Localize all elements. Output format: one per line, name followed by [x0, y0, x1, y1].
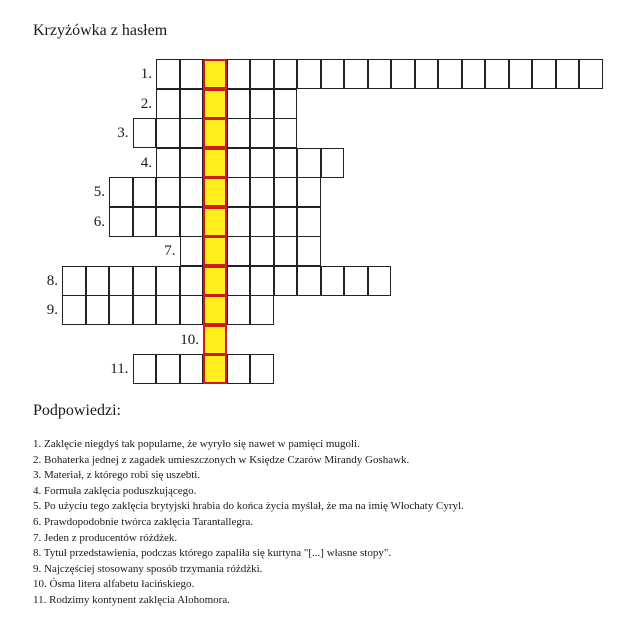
letter-cell[interactable]	[180, 295, 204, 325]
letter-cell[interactable]	[297, 207, 321, 237]
letter-cell[interactable]	[368, 59, 392, 89]
clue-number: 8.	[46, 272, 58, 289]
letter-cell[interactable]	[274, 89, 298, 119]
letter-cell[interactable]	[344, 59, 368, 89]
letter-cell[interactable]	[250, 236, 274, 266]
letter-cell[interactable]	[250, 354, 274, 384]
password-cell[interactable]	[203, 236, 227, 266]
letter-cell[interactable]	[579, 59, 603, 89]
password-cell[interactable]	[203, 148, 227, 178]
letter-cell[interactable]	[109, 177, 133, 207]
crossword-row-8	[0, 266, 628, 296]
clue-number: 10.	[180, 331, 199, 348]
letter-cell[interactable]	[297, 177, 321, 207]
letter-cell[interactable]	[250, 207, 274, 237]
hint-item: 4. Formuła zaklęcia poduszkującego.	[33, 484, 197, 497]
letter-cell[interactable]	[274, 266, 298, 296]
letter-cell[interactable]	[250, 295, 274, 325]
crossword-row-7	[0, 236, 628, 266]
letter-cell[interactable]	[274, 177, 298, 207]
clue-number: 11.	[110, 361, 129, 377]
crossword-row-5	[0, 177, 628, 207]
letter-cell[interactable]	[556, 59, 580, 89]
letter-cell[interactable]	[156, 207, 180, 237]
crossword-row-6	[0, 207, 628, 237]
hints-heading: Podpowiedzi:	[33, 402, 121, 419]
letter-cell[interactable]	[180, 89, 204, 119]
letter-cell[interactable]	[250, 118, 274, 148]
letter-cell[interactable]	[133, 295, 157, 325]
crossword-row-2	[0, 89, 628, 119]
clue-number: 9.	[46, 302, 58, 318]
crossword-row-9	[0, 295, 628, 325]
letter-cell[interactable]	[133, 177, 157, 207]
letter-cell[interactable]	[227, 236, 251, 266]
letter-cell[interactable]	[485, 59, 509, 89]
password-cell[interactable]	[203, 89, 227, 119]
letter-cell[interactable]	[227, 59, 251, 89]
password-cell[interactable]	[203, 295, 227, 325]
hint-item: 11. Rodzimy kontynent zaklęcia Alohomora.	[33, 593, 230, 606]
hint-item: 1. Zaklęcie niegdyś tak popularne, że wyryło się nawet w pamięci mugoli.	[33, 438, 360, 450]
letter-cell[interactable]	[180, 236, 204, 266]
letter-cell[interactable]	[274, 148, 298, 178]
clue-number: 2.	[140, 95, 152, 112]
letter-cell[interactable]	[227, 89, 251, 119]
letter-cell[interactable]	[156, 177, 180, 207]
letter-cell[interactable]	[156, 89, 180, 119]
letter-cell[interactable]	[180, 207, 204, 237]
crossword-title: Krzyżówka z hasłem	[33, 22, 168, 39]
letter-cell[interactable]	[227, 148, 251, 178]
hint-item: 9. Najczęściej stosowany sposób trzymania różdżki.	[33, 562, 263, 575]
letter-cell[interactable]	[109, 266, 133, 296]
letter-cell[interactable]	[321, 59, 345, 89]
letter-cell[interactable]	[250, 59, 274, 89]
hint-item: 8. Tytuł przedstawienia, podczas którego zapaliła się kurtyna "[...] własne stopy".	[33, 547, 392, 560]
letter-cell[interactable]	[109, 207, 133, 237]
letter-cell[interactable]	[62, 295, 86, 325]
password-cell[interactable]	[203, 354, 227, 384]
letter-cell[interactable]	[297, 59, 321, 89]
letter-cell[interactable]	[156, 266, 180, 296]
crossword-row-4	[0, 148, 628, 178]
letter-cell[interactable]	[62, 266, 86, 296]
letter-cell[interactable]	[180, 266, 204, 296]
hint-item: 2. Bohaterka jednej z zagadek umieszczonych w Księdze Czarów Mirandy Goshawk.	[33, 453, 410, 466]
hint-item: 7. Jeden z producentów różdżek.	[33, 531, 178, 544]
letter-cell[interactable]	[391, 59, 415, 89]
clue-number: 1.	[140, 66, 152, 82]
password-cell[interactable]	[203, 59, 227, 89]
letter-cell[interactable]	[227, 295, 251, 325]
crossword-row-1	[0, 59, 628, 89]
letter-cell[interactable]	[133, 118, 157, 148]
letter-cell[interactable]	[344, 266, 368, 296]
letter-cell[interactable]	[415, 59, 439, 89]
letter-cell[interactable]	[109, 295, 133, 325]
letter-cell[interactable]	[250, 148, 274, 178]
password-cell[interactable]	[203, 207, 227, 237]
hint-item: 6. Prawdopodobnie twórca zaklęcia Tarantallegra.	[33, 515, 254, 528]
hints-list	[33, 437, 464, 609]
letter-cell[interactable]	[227, 177, 251, 207]
letter-cell[interactable]	[156, 148, 180, 178]
letter-cell[interactable]	[227, 354, 251, 384]
hint-item: 5. Po użyciu tego zaklęcia brytyjski hrabia do końca życia myślał, że ma na imię Włochaty Cyryl.	[33, 500, 464, 513]
letter-cell[interactable]	[274, 236, 298, 266]
password-cell[interactable]	[203, 325, 227, 355]
hint-item: 10. Ósma litera alfabetu łacińskiego.	[33, 578, 195, 591]
letter-cell[interactable]	[133, 266, 157, 296]
password-cell[interactable]	[203, 118, 227, 148]
letter-cell[interactable]	[250, 177, 274, 207]
letter-cell[interactable]	[156, 59, 180, 89]
letter-cell[interactable]	[532, 59, 556, 89]
letter-cell[interactable]	[462, 59, 486, 89]
letter-cell[interactable]	[156, 118, 180, 148]
letter-cell[interactable]	[227, 118, 251, 148]
letter-cell[interactable]	[274, 207, 298, 237]
letter-cell[interactable]	[133, 354, 157, 384]
letter-cell[interactable]	[86, 295, 110, 325]
letter-cell[interactable]	[297, 148, 321, 178]
letter-cell[interactable]	[297, 266, 321, 296]
letter-cell[interactable]	[180, 148, 204, 178]
letter-cell[interactable]	[250, 266, 274, 296]
letter-cell[interactable]	[438, 59, 462, 89]
hint-item: 3. Materiał, z którego robi się uszebti.	[33, 469, 201, 482]
letter-cell[interactable]	[274, 59, 298, 89]
letter-cell[interactable]	[509, 59, 533, 89]
letter-cell[interactable]	[156, 295, 180, 325]
letter-cell[interactable]	[227, 207, 251, 237]
letter-cell[interactable]	[180, 59, 204, 89]
letter-cell[interactable]	[368, 266, 392, 296]
letter-cell[interactable]	[297, 236, 321, 266]
crossword-row-11	[0, 354, 628, 384]
password-cell[interactable]	[203, 266, 227, 296]
clue-number: 3.	[117, 125, 129, 141]
clue-number: 5.	[93, 184, 105, 200]
letter-cell[interactable]	[156, 354, 180, 384]
letter-cell[interactable]	[133, 207, 157, 237]
letter-cell[interactable]	[321, 148, 345, 178]
password-cell[interactable]	[203, 177, 227, 207]
clue-number: 6.	[93, 213, 105, 230]
letter-cell[interactable]	[321, 266, 345, 296]
crossword-row-10	[0, 325, 628, 355]
letter-cell[interactable]	[250, 89, 274, 119]
letter-cell[interactable]	[180, 177, 204, 207]
clue-number: 4.	[140, 154, 152, 171]
clue-number: 7.	[164, 243, 176, 259]
crossword-row-3	[0, 118, 628, 148]
letter-cell[interactable]	[227, 266, 251, 296]
letter-cell[interactable]	[86, 266, 110, 296]
letter-cell[interactable]	[274, 118, 298, 148]
letter-cell[interactable]	[180, 118, 204, 148]
letter-cell[interactable]	[180, 354, 204, 384]
